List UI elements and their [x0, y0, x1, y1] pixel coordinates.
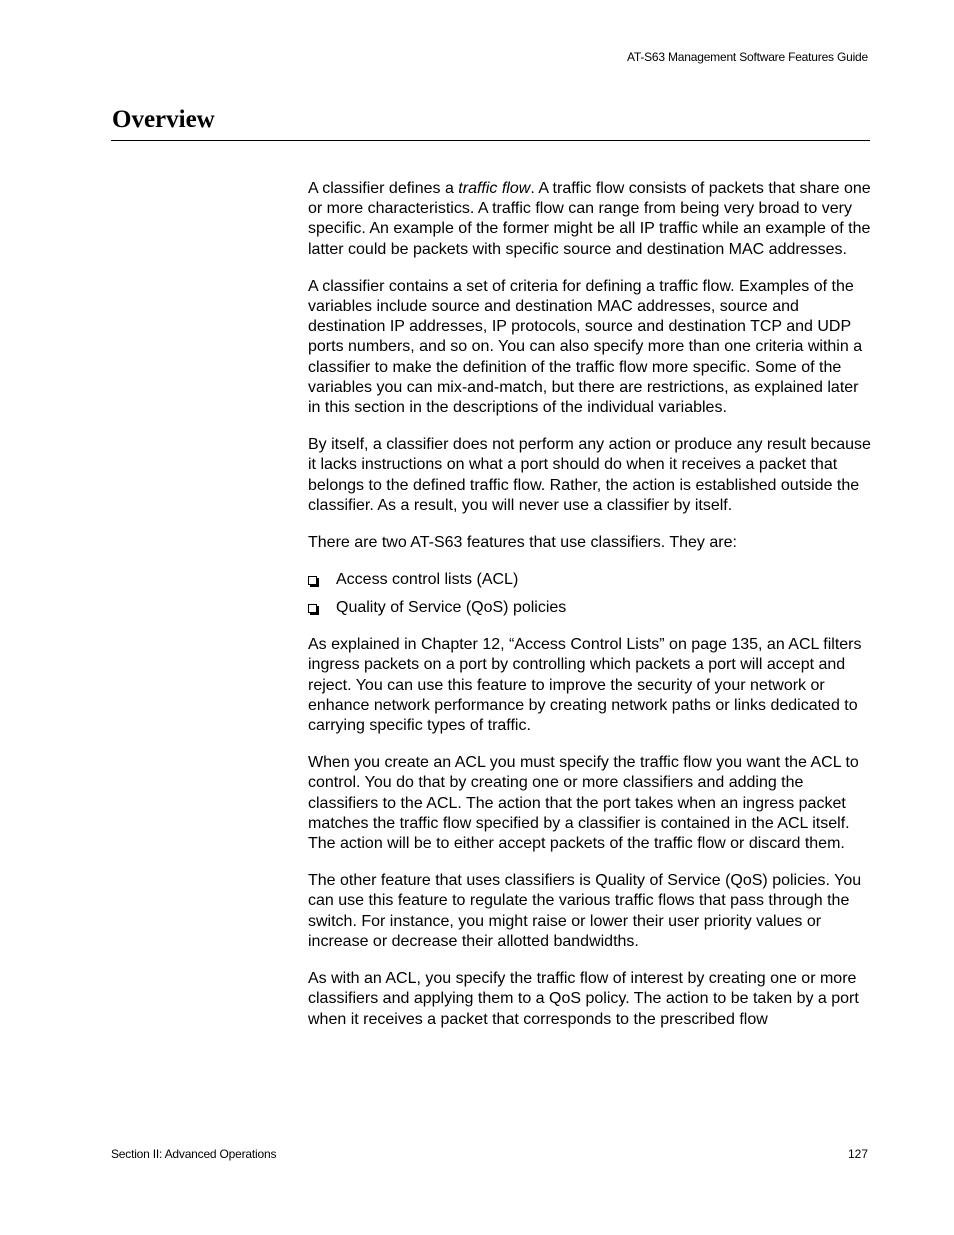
page-number: 127: [847, 1147, 868, 1161]
paragraph-acl-explained: As explained in Chapter 12, “Access Control Lists” on page 135, an ACL filters ingress packets on a port by controlling which packets a port will accept and reject. You can use this feature to improve the security of your network or enhance network performance by creating network paths or links dedicated to carrying specific types of traffic.: [308, 636, 862, 735]
square-bullet-icon: [308, 604, 317, 613]
running-header: AT-S63 Management Software Features Guide: [626, 50, 868, 64]
list-item: [308, 598, 873, 618]
paragraph-qos: The other feature that uses classifiers is Quality of Service (QoS) policies. You can use this feature to regulate the various traffic flows that pass through the switch. For instance, you might raise or lower their user priority values or increase or decrease their allotted bandwidths.: [308, 872, 862, 950]
list-item-label: Access control lists (ACL): [336, 571, 519, 589]
list-item-label: Quality of Service (QoS) policies: [336, 599, 567, 617]
title-rule: [111, 140, 870, 141]
list-item: [308, 570, 873, 590]
page-title: Overview: [112, 106, 215, 133]
paragraph-text: A classifier defines a: [308, 180, 459, 197]
paragraph-no-action: By itself, a classifier does not perform any action or produce any result because it lacks instructions on what a port should do when it receives a packet that belongs to the defined traffic flow. Rather, the action is established outside the classifier. As a result, you will never use a classifier by itself.: [308, 436, 871, 514]
paragraph-qos-classifiers: As with an ACL, you specify the traffic flow of interest by creating one or more classifiers and applying them to a QoS policy. The action to be taken by a port when it receives a packet that corresponds to the prescribed flow: [308, 970, 859, 1028]
paragraph-acl-create: When you create an ACL you must specify the traffic flow you want the ACL to control. You do that by creating one or more classifiers and adding the classifiers to the ACL. The action that the port takes when an ingress packet matches the traffic flow specified by a classifier is contained in the ACL itself. The action will be to either accept packets of the traffic flow or discard them.: [308, 754, 859, 853]
paragraph-traffic-flow: [308, 179, 873, 260]
paragraph-text: . A traffic flow consists of packets that share one or more characteristics. A traffic flow can range from being very broad to very specific. An example of the former might be all IP traffic while an example of the latter could be packets with specific source and destination MAC addresses.: [308, 180, 871, 258]
footer-section-label: Section II: Advanced Operations: [111, 1147, 277, 1161]
paragraph-features-intro: There are two AT-S63 features that use classifiers. They are:: [308, 534, 737, 552]
feature-list: [308, 570, 873, 618]
term-traffic-flow: traffic flow: [458, 180, 531, 197]
body-text: [308, 179, 873, 1047]
square-bullet-icon: [308, 576, 317, 585]
paragraph-criteria: A classifier contains a set of criteria for defining a traffic flow. Examples of the variables include source and destination MAC addresses, source and destination IP addresses, IP protocols, source and destination TCP and UDP ports numbers, and so on. You can also specify more than one criteria within a classifier to make the definition of the traffic flow more specific. Some of the variables you can mix-and-match, but there are restrictions, as explained later in this section in the descriptions of the individual variables.: [308, 277, 863, 417]
